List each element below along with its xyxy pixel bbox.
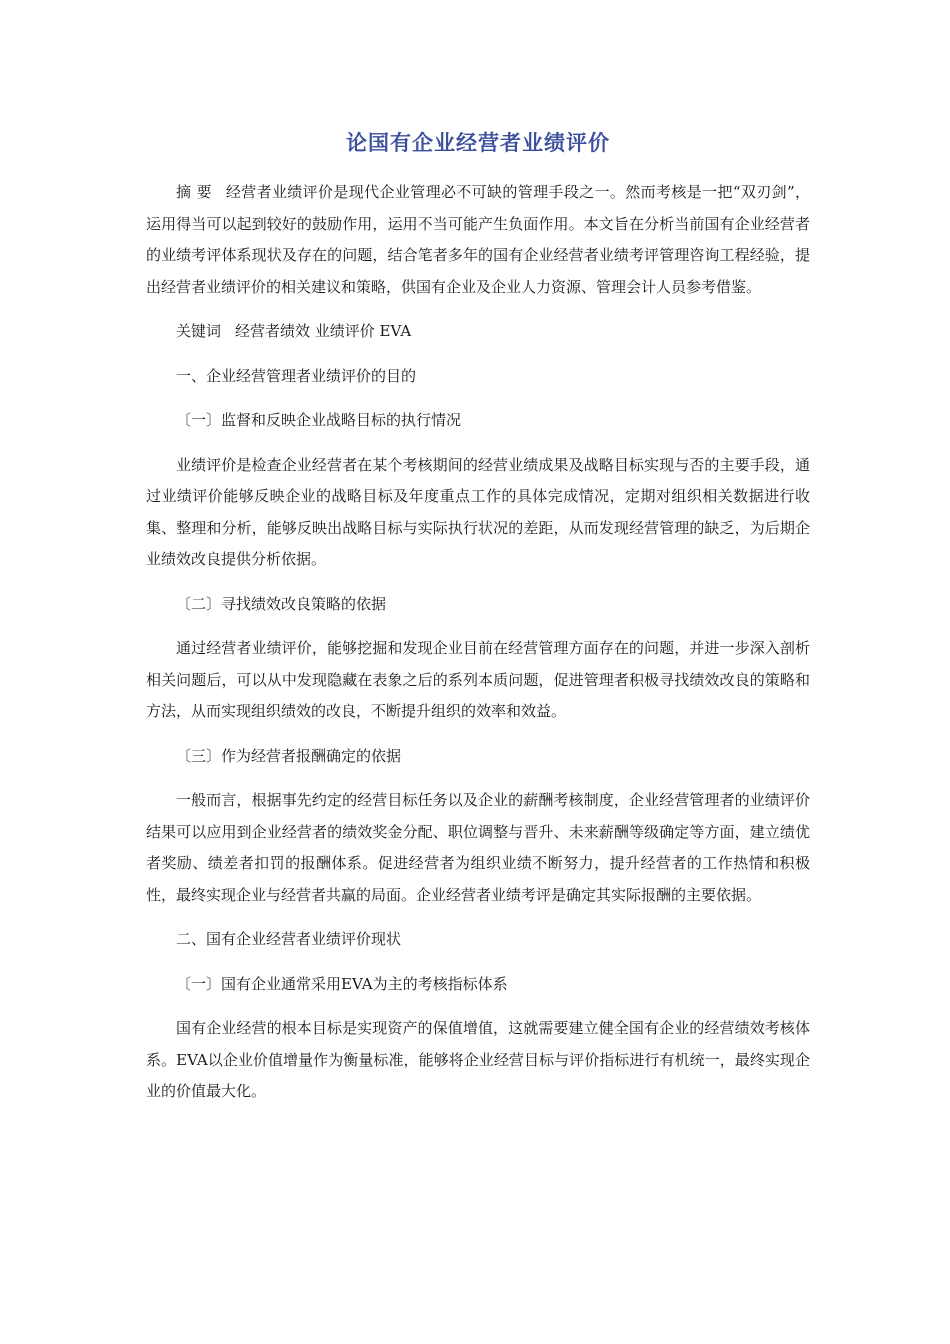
section-1-2-heading: 〔二〕寻找绩效改良策略的依据 [176,594,387,613]
keywords-label: 关键词 [176,322,222,341]
abstract-paragraph [146,177,810,303]
abstract-label: 摘 要 [176,183,212,202]
abstract-text: 经营者业绩评价是现代企业管理必不可缺的管理手段之一。然而考核是一把“双刃剑”，运用得当可以起到较好的鼓励作用，运用不当可能产生负面作用。本文旨在分析当前国有企业经营者的业绩考评体系现状及存在的问题，结合笔者多年的国有企业经营者业绩考评管理咨询工程经验，提出经营者业绩评价的相关建议和策略，供国有企业及企业人力资源、管理会计人员参考借鉴。 [146,183,810,296]
section-2-heading: 二、国有企业经营者业绩评价现状 [176,930,402,949]
section-1-3-heading: 〔三〕作为经营者报酬确定的依据 [176,746,402,765]
document-page [146,130,810,1121]
keywords-text: 经营者绩效 业绩评价 EVA [235,322,412,341]
section-1-3-paragraph: 一般而言，根据事先约定的经营目标任务以及企业的薪酬考核制度，企业经营管理者的业绩评价结果可以应用到企业经营者的绩效奖金分配、职位调整与晋升、未来薪酬等级确定等方面，建立绩优者奖励、绩差者扣罚的报酬体系。促进经营者为组织业绩不断努力，提升经营者的工作热情和积极性，最终实现企业与经营者共赢的局面。企业经营者业绩考评是确定其实际报酬的主要依据。 [146,791,810,904]
keywords-line [146,316,810,348]
document-title: 论国有企业经营者业绩评价 [346,131,610,155]
section-1-heading: 一、企业经营管理者业绩评价的目的 [176,366,417,385]
section-2-1-paragraph: 国有企业经营的根本目标是实现资产的保值增值，这就需要建立健全国有企业的经营绩效考核体系。EVA以企业价值增量作为衡量标准，能够将企业经营目标与评价指标进行有机统一，最终实现企业的价值最大化。 [146,1019,810,1101]
section-1-1-heading: 〔一〕监督和反映企业战略目标的执行情况 [176,411,462,430]
section-2-1-heading: 〔一〕国有企业通常采用EVA为主的考核指标体系 [176,974,508,993]
section-1-1-paragraph: 业绩评价是检查企业经营者在某个考核期间的经营业绩成果及战略目标实现与否的主要手段，通过业绩评价能够反映企业的战略目标及年度重点工作的具体完成情况，定期对组织相关数据进行收集、整理和分析，能够反映出战略目标与实际执行状况的差距，从而发现经营管理的缺乏，为后期企业绩效改良提供分析依据。 [146,455,810,569]
section-1-2-paragraph: 通过经营者业绩评价，能够挖掘和发现企业目前在经营管理方面存在的问题，并进一步深入剖析相关问题后，可以从中发现隐藏在表象之后的系列本质问题，促进管理者积极寻找绩效改良的策略和方法，从而实现组织绩效的改良，不断提升组织的效率和效益。 [146,639,810,721]
